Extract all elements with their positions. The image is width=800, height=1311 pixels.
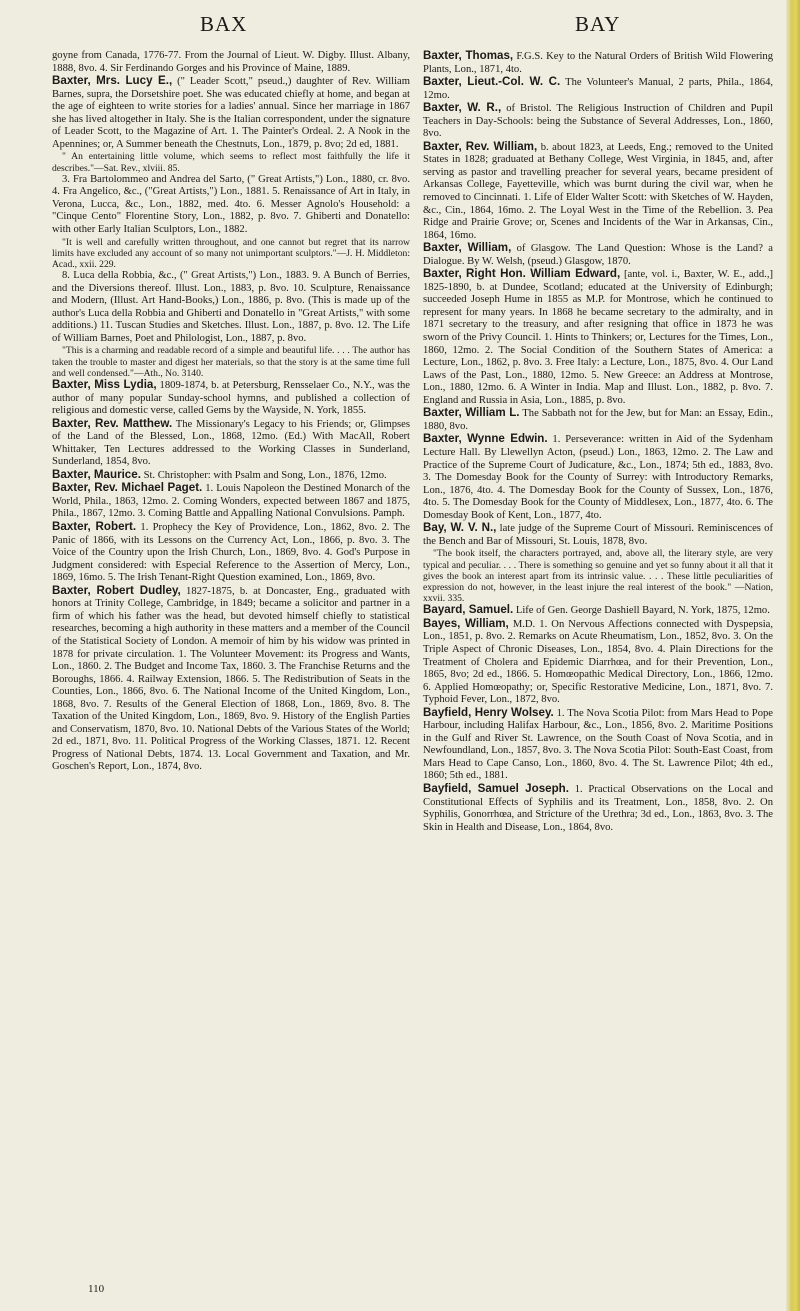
entry-body: 8. Luca della Robbia, &c., (" Great Artists,") Lon., 1883. 9. A Bunch of Berries, and the Diversions thereof. Illust. Lon., 1883, p. 8vo. 10. Sculpture, Renaissance and Modern, (Illust. Art Hand-Books,) Lon., 1886, p. 8vo. (This is made up of the author's Luca della Robbia and Ghiberti and Donatello in "Great Artists," with some additions.) 11. Tuscan Studies and Sketches. Illust. Lon., 1887, p. 8vo. 12. The Life of William Barnes, Poet and Philologist, Lon., 1887, p. 8vo. bbox=[52, 270, 410, 344]
bibliography-entry bbox=[52, 585, 410, 774]
bibliography-entry bbox=[52, 379, 410, 418]
entry-body: 1809-1874, b. at Petersburg, Rensselaer Co., N.Y., was the author of many popular Sunday-school hymns, and published a collection of religious and domestic verse, called Gems by the Wayside, N. York, 1855. bbox=[52, 380, 410, 417]
entry-heading: Baxter, William, bbox=[423, 241, 512, 255]
entry-heading: Baxter, Maurice. bbox=[52, 467, 141, 481]
entry-body: F.G.S. Key to the Natural Orders of British Wild Flowering Plants, Lon., 1871, 4to. bbox=[423, 51, 774, 75]
running-header bbox=[0, 12, 786, 42]
entry-body: (" Leader Scott," pseud.,) daughter of Rev. William Barnes, supra, the Dorsetshire poet. She was educated chiefly at home, and began at the age of eighteen to write stories for a ladies' annual. Since her marriage in 1867 she has lived altogether in Italy. She is the Italian correspondent, under the signature of Leader Scott, to the Magazine of Art. 1. The Painter's Ordeal. 2. A Nook in the Apennines; or, A Summer beneath the Chestnuts, Lon., 1879, p. 8vo; 2d ed, 1881. bbox=[52, 76, 410, 150]
bibliography-entry bbox=[423, 102, 773, 141]
bibliography-entry bbox=[423, 407, 773, 433]
entry-heading: Baxter, Wynne Edwin. bbox=[423, 432, 548, 446]
entry-heading: Baxter, Rev. Michael Paget. bbox=[52, 481, 203, 495]
entry-heading: Baxter, Rev. William, bbox=[423, 139, 538, 153]
bibliography-entry bbox=[423, 618, 773, 707]
entry-quotation bbox=[52, 151, 410, 173]
right-column bbox=[423, 50, 773, 834]
entry-body: goyne from Canada, 1776-77. From the Journal of Lieut. W. Digby. Illust. Albany, 1888, 8vo. 4. Sir Ferdinando Gorges and his Province of Maine, 1889. bbox=[52, 50, 410, 74]
entry-body: 1. The Nova Scotia Pilot: from Mars Head to Pope Harbour, including Halifax Harbour, &c., Lon., 1856, 8vo. 2. Maritime Positions in the Gulf and River St. Lawrence, on the South Coast of Nova Scotia, and in Newfoundland, Lon., 1857, 8vo. 3. The Nova Scotia Pilot: South-East Coast, from Mars Head to Cape Canso, Lon., 1860, 8vo. 4. The St. Lawrence Pilot; 4th ed., 1860; 5th ed., 1881. bbox=[423, 707, 773, 782]
entry-body: b. about 1823, at Leeds, Eng.; removed to the United States in 1828; graduated at Bethany College, West Virginia, in 1845, and, after serving as pastor and travelling preacher for several years, became president of Arkansas College, Fayetteville, which was burnt during the civil war, when he removed to Cincinnati. 1. Life of Elder Walter Scott: with Sketches of W. Hayden, &c., Cin., 1864, 16mo. 2. The Loyal West in the Time of the Rebellion. 3. Pea Ridge and Prairie Grove; or, Scenes and Incidents of the War in Arkansas, Cin., 1864, 16mo. bbox=[423, 141, 773, 241]
entry-body: of Glasgow. The Land Question: Whose is the Land? a Dialogue. By W. Welsh, (pseud.) Glasgow, 1870. bbox=[423, 243, 773, 267]
bibliography-entry bbox=[423, 433, 773, 522]
entry-body: "This is a charming and readable record of a simple and beautiful life. . . . The author has taken the trouble to master and digest her materials, so that the story is at the same time full and well condensed."—Ath., No. 3140. bbox=[52, 345, 410, 379]
bibliography-entry bbox=[52, 418, 410, 469]
entry-body: The Volunteer's Manual, 2 parts, Phila., 1864, 12mo. bbox=[423, 77, 774, 101]
header-left-word: BAX bbox=[200, 12, 248, 36]
page-edge bbox=[786, 0, 800, 1311]
entry-heading: Baxter, Robert Dudley, bbox=[52, 583, 181, 597]
bibliography-entry bbox=[423, 268, 773, 407]
entry-body: M.D. 1. On Nervous Affections connected with Dyspepsia, Lon., 1851, p. 8vo. 2. Remarks on Acute Rheumatism, Lon., 1852, 8vo. 3. On the Triple Aspect of Chronic Diseases, Lon., 1854, 8vo. 4. Plain Directions for the Treatment of Cholera and Epidemic Diarrhœa, and for their Prevention, Lon., 1865, 8vo; 2d ed., 1866. 5. Homœopathic Medical Directory, Lon., 1866, 12mo. 6. Applied Homœopathy; or, Specific Restorative Medicine, Lon., 1871, 8vo. 7. Typhoid Fever, Lon., 1872, 8vo. bbox=[423, 618, 773, 706]
entry-heading: Bayfield, Henry Wolsey. bbox=[423, 705, 554, 719]
entry-heading: Baxter, Robert. bbox=[52, 520, 137, 534]
entry-body: "It is well and carefully written throughout, and one cannot but regret that its narrow limits have excluded any account of so many not unimportant sculptors."—J. H. Middleton: Acad., xxii. 229. bbox=[52, 236, 410, 270]
entry-quotation bbox=[52, 345, 410, 379]
entry-heading: Baxter, Miss Lydia, bbox=[52, 378, 157, 392]
entry-body: 1. Practical Observations on the Local and Constitutional Effects of Syphilis and its Treatment, Lon., 1858, 8vo. 2. On Syphilis, Gonorrhœa, and Stricture of the Urethra; 3d ed., Lon., 1863, 8vo. 3. The Skin in Health and Disease, Lon., 1864, 8vo. bbox=[423, 784, 773, 833]
entry-heading: Baxter, William L. bbox=[423, 406, 520, 420]
entry-heading: Baxter, Mrs. Lucy E., bbox=[52, 74, 173, 88]
entry-heading: Bay, W. V. N., bbox=[423, 521, 497, 535]
entry-heading: Bayes, William, bbox=[423, 616, 509, 630]
bibliography-entry bbox=[52, 174, 410, 237]
header-right-word: BAY bbox=[575, 12, 621, 36]
entry-heading: Baxter, Lieut.-Col. W. C. bbox=[423, 75, 561, 89]
entry-body: of Bristol. The Religious Instruction of Children and Pupil Teachers in Day-Schools: being the Substance of Several Addresses, Lon., 1860, 8vo. bbox=[423, 103, 773, 140]
bibliography-entry bbox=[52, 469, 410, 483]
entry-heading: Baxter, Right Hon. William Edward, bbox=[423, 267, 621, 281]
entry-body: 1827-1875, b. at Doncaster, Eng., graduated with honors at Trinity College, Cambridge, in 1849; became a solicitor and partner in a firm of which his father was the head, but devoted himself chiefly to statistical researches, becoming a high authority in these matters and a member of the Council of the Statistical Society of London. A memoir of him by his widow was printed in 1878 for private circulation. 1. The Volunteer Movement: its Progress and Wants, Lon., 1860. 2. The Budget and Income Tax, 1860. 3. The Franchise Returns and the Boroughs, 1866. 4. Railway Extension, 1866. 5. The Redistribution of Seats in the Counties, Lon., 1866, 8vo. 6. The National Income of the United Kingdom, Lon., 1868, 8vo. 7. Results of the General Election of 1868, Lon., 1869, 8vo. 8. The Taxation of the United Kingdom, Lon., 1869, 8vo. 9. History of the English Parties and Conservatism, 1870, 8vo. 10. National Debts of the Various States of the World; 2d ed., 1871, 8vo. 11. Political Progress of the Working Classes, 1871. 12. Recent Progress of National Debts, 1874. 13. Local Government and Taxation, and Mr. Goschen's Report, Lon., 1874, 8vo. bbox=[52, 585, 411, 773]
entry-body: late judge of the Supreme Court of Missouri. Reminiscences of the Bench and Bar of Missouri, St. Louis, 1878, 8vo. bbox=[423, 523, 773, 547]
bibliography-entry bbox=[423, 50, 773, 76]
bibliography-entry bbox=[52, 482, 410, 521]
bibliography-entry bbox=[52, 75, 410, 151]
bibliography-entry bbox=[423, 604, 773, 618]
entry-body: The Missionary's Legacy to his Friends; or, Glimpses of the Land of the Blessed, Lon., 1868, 12mo. (Ed.) With MacAll, Robert Whittaker, Ten Lectures addressed to the Working Classes in Sunderland, Sunderland, 1854, 8vo. bbox=[52, 418, 410, 468]
entry-body: The Sabbath not for the Jew, but for Man: an Essay, Edin., 1880, 8vo. bbox=[423, 408, 773, 432]
entry-heading: Baxter, Rev. Matthew. bbox=[52, 416, 173, 430]
entry-body: 3. Fra Bartolommeo and Andrea del Sarto, (" Great Artists,") Lon., 1880, cr. 8vo. 4. Fra Angelico, &c., ("Great Artists,") Lon., 1881. 5. Renaissance of Art in Italy, in Verona, Lucca, &c., Lon., 1882, med. 4to. 6. Messer Agnolo's Household: a "Cinque Cento" Florentine Story, Lon., 1882, p. 8vo. 7. Ghiberti and Donatello: with other Early Italian Sculptors, Lon., 1882. bbox=[52, 173, 410, 235]
bibliography-entry bbox=[423, 242, 773, 268]
entry-quotation bbox=[423, 548, 773, 604]
bibliography-entry bbox=[52, 50, 410, 75]
entry-body: [ante, vol. i., Baxter, W. E., add.,] 1825-1890, b. at Dundee, Scotland; educated at the University of Edinburgh; succeeded Joseph Hume in 1855 as M.P. for Montrose, which he continued to represent for many years. In 1868 he became secretary to the admiralty, and in 1871 secretary to the treasury, and after resigning that office in 1873 he was sworn of the Privy Council. 1. Hints to Thinkers; or, Lectures for the Times, Lon., 1860, 12mo. 2. The Social Condition of the Southern States of America: a Lecture, Lon., 1862, p. 8vo. 3. Free Italy: a Lecture, Lon., 1875, 8vo. 4. Our Land Laws of the Past, Lon., 1880, 12mo. 5. New Greece: an Address at Montrose, Lon., 1880, 12mo. 6. A Winter in India. Map and Illust. Lon., 1882, p. 8vo. 7. England and Russia in Asia, Lon., 1885, p. 8vo. bbox=[423, 269, 773, 406]
page-number: 110 bbox=[88, 1283, 105, 1295]
bibliography-entry bbox=[423, 783, 773, 834]
bibliography-entry bbox=[52, 270, 410, 345]
entry-body: 1. Perseverance: written in Aid of the Sydenham Lecture Hall. By Llewellyn Acton, (pseud.) Lon., 1863, 12mo. 2. The Law and Practice of the Supreme Court of Judicature, &c., Lon., 1874; 5th ed., 1883, 8vo. 3. The Domesday Book for the County of Surrey: with Introductory Remarks, Lon., 1876, 4to. 4. The Domesday Book for the County of Sussex, Lon., 1876, 4to. 5. The Domesday Book for the County of Middlesex, Lon., 1877, 4to. 6. The Domesday Book of Kent, Lon., 1877, 4to. bbox=[423, 434, 773, 521]
entry-body: Life of Gen. George Dashiell Bayard, N. York, 1875, 12mo. bbox=[513, 605, 770, 617]
entry-heading: Baxter, W. R., bbox=[423, 101, 502, 115]
bibliography-entry bbox=[423, 707, 773, 783]
bibliography-entry bbox=[423, 522, 773, 548]
bibliography-entry bbox=[52, 521, 410, 585]
entry-body: St. Christopher: with Psalm and Song, Lon., 1876, 12mo. bbox=[140, 469, 387, 481]
bibliography-entry bbox=[423, 141, 773, 242]
left-column bbox=[52, 50, 410, 774]
entry-quotation bbox=[52, 237, 410, 271]
entry-body: " An entertaining little volume, which seems to reflect most faithfully the life it describes."—Sat. Rev., xlviii. 85. bbox=[52, 151, 410, 174]
bibliography-entry bbox=[423, 76, 773, 102]
entry-body: 1. Louis Napoleon the Destined Monarch of the World, Phila., 1863, 12mo. 2. Coming Wonders, expected between 1867 and 1875, Phila., 1867, 12mo. 3. Coming Battle and Appalling National Convulsions. Pamph. bbox=[52, 483, 410, 520]
entry-body: 1. Prophecy the Key of Providence, Lon., 1862, 8vo. 2. The Panic of 1866, with its Lessons on the Currency Act, Lon., 1866, p. 8vo. 3. The Voice of the Country upon the Irish Church, Lon., 1869, 8vo. 4. God's Purpose in Judgment considered: with Especial Reference to the Assertion of Mercy, Lon., 1869, 16mo. 5. The Irish Tenant-Right Question examined, Lon., 1869, 8vo. bbox=[52, 522, 410, 584]
entry-heading: Baxter, Thomas, bbox=[423, 49, 514, 62]
entry-body: "The book itself, the characters portrayed, and, above all, the literary style, are very typical and peculiar. . . . There is something so genuine and yet so funny about it all that it gives the book an interest apart from its intrinsic value. . . . These little peculiarities of expression do not, however, in the least injure the real interest of the book." —Nation, xxvii. 335. bbox=[423, 548, 773, 605]
entry-heading: Bayfield, Samuel Joseph. bbox=[423, 782, 569, 795]
entry-heading: Bayard, Samuel. bbox=[423, 603, 514, 617]
